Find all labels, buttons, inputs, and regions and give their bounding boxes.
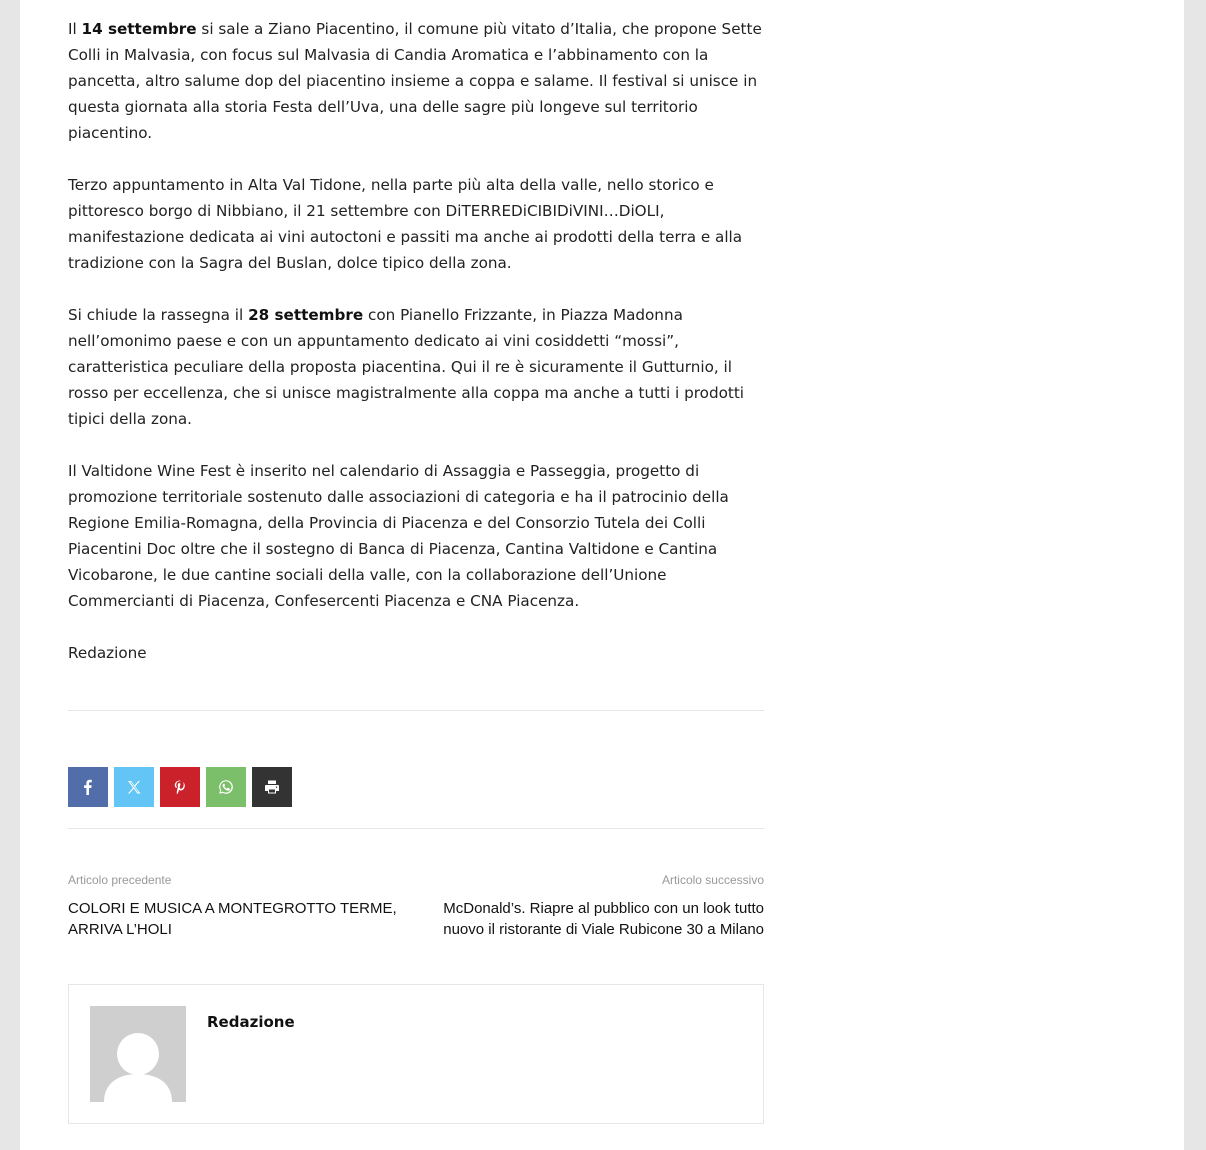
x-twitter-icon [126, 779, 142, 795]
paragraph-text: con Pianello Frizzante, in Piazza Madonna nell’omonimo paese e con un appuntamento dedicato ai vini cosiddetti “mossi”, caratteristica peculiare della proposta piacentina. Qui il re è sicuramente il Gutturnio, il rosso per eccellenza, che si unisce magistralmente alla coppa ma anche a tutti i prodotti tipici della zona. [68, 306, 745, 428]
article-signature: Redazione [68, 644, 147, 662]
share-buttons [68, 767, 292, 807]
author-name-link[interactable]: Redazione [207, 1013, 295, 1031]
article-paragraph [68, 302, 768, 432]
whatsapp-icon [218, 779, 234, 795]
share-facebook-button[interactable] [68, 767, 108, 807]
article-paragraph [68, 16, 768, 146]
avatar[interactable] [90, 1006, 186, 1102]
article-paragraph: Il Valtidone Wine Fest è inserito nel calendario di Assaggia e Passeggia, progetto di promozione territoriale sostenuto dalle associazioni di categoria e ha il patrocinio della Regione Emilia-Romagna, della Provincia di Piacenza e del Consorzio Tutela dei Colli Piacentini Doc oltre che il sostegno di Banca di Piacenza, Cantina Valtidone e Cantina Vicobarone, le due cantine sociali della valle, con la collaborazione dell’Unione Commercianti di Piacenza, Confesercenti Piacenza e CNA Piacenza. [68, 462, 729, 610]
next-article-link[interactable]: McDonald’s. Riapre al pubblico con un look tutto nuovo il ristorante di Viale Rubicone 30 a Milano [443, 900, 764, 938]
facebook-icon [80, 779, 96, 795]
next-article-label: Articolo successivo [661, 873, 764, 887]
paragraph-text: Si chiude la rassegna il [68, 306, 249, 324]
paragraph-date-bold: 28 settembre [248, 306, 364, 324]
user-silhouette-icon [90, 1006, 186, 1102]
share-pinterest-button[interactable] [160, 767, 200, 807]
print-button[interactable] [252, 767, 292, 807]
article-body [68, 16, 768, 692]
divider [68, 828, 764, 829]
divider [68, 710, 764, 711]
print-icon [264, 779, 280, 795]
paragraph-text: Il [68, 20, 82, 38]
share-twitter-button[interactable] [114, 767, 154, 807]
article-paragraph: Terzo appuntamento in Alta Val Tidone, nella parte più alta della valle, nello storico e pittoresco borgo di Nibbiano, il 21 settembre con DiTERREDiCIBIDiVINI…DiOLI, manifestazione dedicata ai vini autoctoni e passiti ma anche ai prodotti della terra e alla tradizione con la Sagra del Buslan, dolce tipico della zona. [68, 176, 743, 272]
paragraph-date-bold: 14 settembre [81, 20, 197, 38]
paragraph-text: si sale a Ziano Piacentino, il comune più vitato d’Italia, che propone Sette Colli in Malvasia, con focus sul Malvasia di Candia Aromatica e l’abbinamento con la pancetta, altro salume dop del piacentino insieme a coppa e salame. Il festival si unisce in questa giornata alla storia Festa dell’Uva, una delle sagre più longeve sul territorio piacentino. [68, 20, 762, 142]
author-box [68, 984, 764, 1124]
pinterest-icon [172, 779, 188, 795]
prev-article-label: Articolo precedente [68, 873, 172, 887]
page-container [20, 0, 1184, 1150]
share-whatsapp-button[interactable] [206, 767, 246, 807]
prev-article-link[interactable]: COLORI E MUSICA A MONTEGROTTO TERME, ARRIVA L’HOLI [68, 900, 397, 938]
